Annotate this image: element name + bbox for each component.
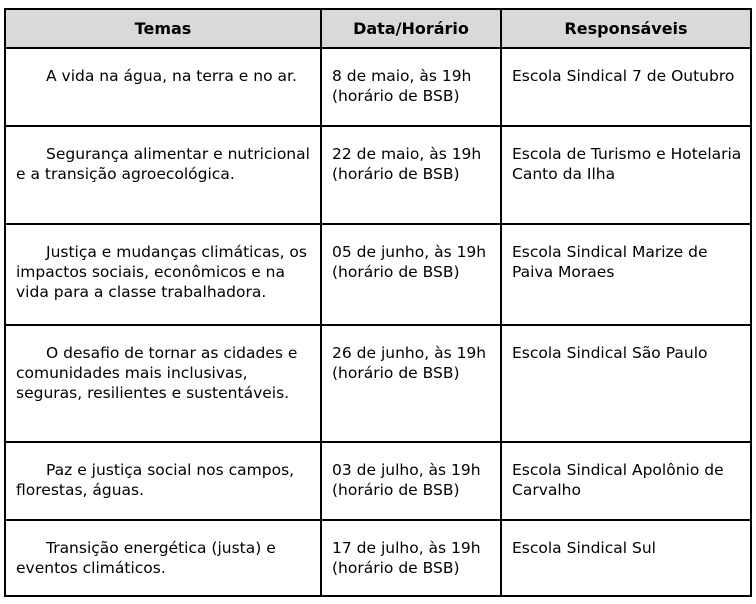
data-text: 03 de julho, às 19h (horário de BSB) (332, 461, 481, 499)
data-cell (321, 224, 501, 325)
responsavel-text: Escola Sindical Sul (512, 539, 656, 557)
header-temas: Temas (5, 9, 321, 48)
tema-cell (5, 325, 321, 442)
tema-cell (5, 442, 321, 520)
tema-cell (5, 48, 321, 126)
table-row (5, 325, 751, 442)
data-cell (321, 520, 501, 596)
data-cell (321, 442, 501, 520)
responsavel-text: Escola Sindical São Paulo (512, 344, 708, 362)
table-row (5, 442, 751, 520)
tema-text: Paz e justiça social nos campos, florestas, águas. (16, 461, 295, 499)
responsavel-cell (501, 48, 751, 126)
tema-text: Justiça e mudanças climáticas, os impactos sociais, econômicos e na vida para a classe trabalhadora. (16, 243, 307, 301)
header-row (5, 9, 751, 48)
data-text: 8 de maio, às 19h (horário de BSB) (332, 67, 472, 105)
table-row (5, 520, 751, 596)
tema-text: O desafio de tornar as cidades e comunidades mais inclusivas, seguras, resilientes e sustentáveis. (16, 344, 298, 402)
tema-text: Segurança alimentar e nutricional e a transição agroecológica. (16, 145, 310, 183)
tema-cell (5, 224, 321, 325)
table-row (5, 224, 751, 325)
data-cell (321, 48, 501, 126)
tema-cell (5, 126, 321, 224)
data-cell (321, 325, 501, 442)
data-cell (321, 126, 501, 224)
tema-text: Transição energética (justa) e eventos climáticos. (16, 539, 276, 577)
responsavel-text: Escola Sindical 7 de Outubro (512, 67, 735, 85)
responsavel-text: Escola Sindical Apolônio de Carvalho (512, 461, 724, 499)
data-text: 22 de maio, às 19h (horário de BSB) (332, 145, 482, 183)
responsavel-text: Escola de Turismo e Hotelaria Canto da Ilha (512, 145, 742, 183)
responsavel-cell (501, 325, 751, 442)
header-responsaveis: Responsáveis (501, 9, 751, 48)
responsavel-cell (501, 442, 751, 520)
responsavel-cell (501, 520, 751, 596)
tema-text: A vida na água, na terra e no ar. (46, 67, 297, 85)
responsavel-text: Escola Sindical Marize de Paiva Moraes (512, 243, 708, 281)
table-row (5, 48, 751, 126)
header-data-horario: Data/Horário (321, 9, 501, 48)
responsavel-cell (501, 126, 751, 224)
tema-cell (5, 520, 321, 596)
responsavel-cell (501, 224, 751, 325)
schedule-table (4, 8, 752, 597)
data-text: 05 de junho, às 19h (horário de BSB) (332, 243, 487, 281)
data-text: 17 de julho, às 19h (horário de BSB) (332, 539, 481, 577)
data-text: 26 de junho, às 19h (horário de BSB) (332, 344, 487, 382)
table-row (5, 126, 751, 224)
